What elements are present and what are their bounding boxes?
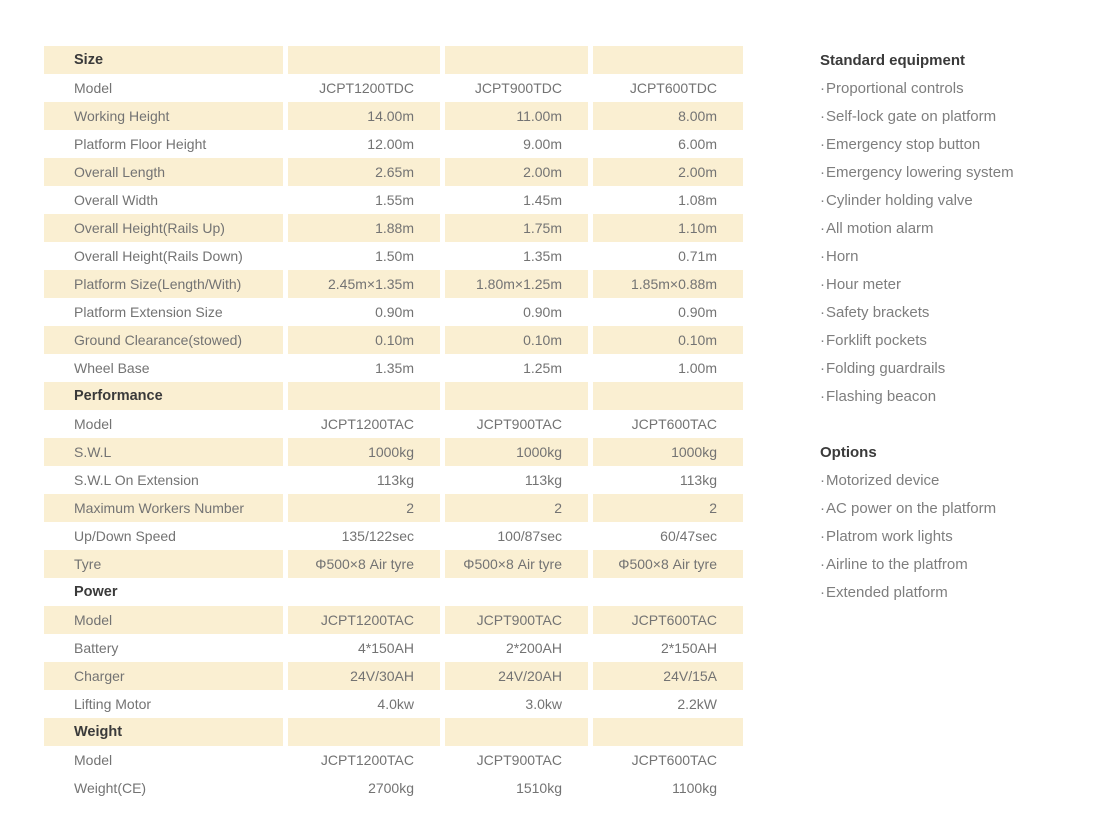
spec-row [44,186,743,214]
spec-value: 1.00m [678,360,717,376]
spec-label: Model [44,606,283,634]
spec-value: Φ500×8 Air tyre [593,550,743,578]
spec-label: Tyre [44,550,283,578]
spec-value: 2.2kW [677,696,717,712]
spec-value: 1000kg [445,438,588,466]
spec-label: Overall Height(Rails Up) [44,214,283,242]
spec-row [44,242,743,270]
spec-label: Lifting Motor [74,696,152,712]
spec-value: 2 [593,494,743,522]
spec-row [44,410,743,438]
bullet: · [820,219,825,237]
spec-label: Overall Height(Rails Down) [74,248,243,264]
spec-value: 113kg [679,472,717,488]
bullet: · [820,583,825,601]
options-header-line [820,438,1090,466]
spec-row [44,158,743,186]
spec-row [44,662,743,690]
spec-value: 60/47sec [660,528,717,544]
spec-label: Charger [44,662,283,690]
spec-label: Weight(CE) [74,780,147,796]
standard-equipment-header-line [820,46,1090,74]
spec-label: S.W.L [44,438,283,466]
spec-value [288,718,440,746]
options-title: Options [820,443,877,461]
spec-row [44,214,743,242]
equipment-item [820,298,1090,326]
panel-spacer [820,410,1090,438]
equipment-item-label: Safety brackets [826,303,930,321]
option-item [820,578,1090,606]
bullet: · [820,275,825,293]
spec-value: 24V/15A [593,662,743,690]
equipment-item-label: Emergency stop button [826,135,981,153]
spec-value: 1.88m [288,214,440,242]
spec-value: 1510kg [516,780,562,796]
equipment-item-label: Proportional controls [826,79,964,97]
spec-value: 0.90m [523,304,562,320]
bullet: · [820,499,825,517]
spec-value: 24V/20AH [445,662,588,690]
spec-label: Overall Length [44,158,283,186]
bullet: · [820,247,825,265]
section-title: Power [74,584,118,600]
spec-value [593,382,743,410]
bullet: · [820,471,825,489]
spec-value: 0.10m [288,326,440,354]
spec-value: 1.25m [523,360,562,376]
spec-row [44,550,743,578]
spec-value: 1.08m [678,192,717,208]
spec-value: 1000kg [288,438,440,466]
spec-value: JCPT600TAC [593,606,743,634]
spec-value: 9.00m [523,136,562,152]
equipment-item-label: Cylinder holding valve [826,191,973,209]
spec-value [593,718,743,746]
equipment-item [820,354,1090,382]
spec-value [445,46,588,74]
spec-row [44,130,743,158]
equipment-item-label: All motion alarm [826,219,934,237]
bullet: · [820,79,825,97]
bullet: · [820,135,825,153]
spec-row [44,74,743,102]
equipment-item [820,270,1090,298]
spec-value: 2*200AH [505,640,562,656]
spec-value: JCPT600TAC [631,416,717,432]
section-row [44,46,743,74]
section-title: Performance [44,382,283,410]
options-list [820,466,1090,606]
spec-value: 24V/30AH [288,662,440,690]
bullet: · [820,163,825,181]
spec-label: Platform Extension Size [74,304,223,320]
spec-label: Model [74,752,113,768]
spec-value: JCPT900TAC [445,606,588,634]
spec-value: 1.35m [523,248,562,264]
spec-row [44,326,743,354]
spec-label: Ground Clearance(stowed) [44,326,283,354]
standard-equipment-list [820,74,1090,410]
option-item-label: Airline to the platfrom [826,555,968,573]
equipment-item [820,242,1090,270]
spec-value: JCPT1200TDC [319,80,414,96]
spec-label: Model [74,80,113,96]
spec-label: Model [74,416,113,432]
spec-value: JCPT900TDC [474,80,562,96]
option-item [820,466,1090,494]
spec-value [288,382,440,410]
equipment-item-label: Folding guardrails [826,359,946,377]
spec-value: 11.00m [445,102,588,130]
bullet: · [820,331,825,349]
equipment-item-label: Flashing beacon [826,387,937,405]
spec-label: Maximum Workers Number [44,494,283,522]
spec-row [44,774,743,802]
spec-row [44,746,743,774]
spec-value: JCPT1200TAC [288,606,440,634]
equipment-item [820,382,1090,410]
spec-value [445,718,588,746]
spec-row [44,102,743,130]
bullet: · [820,359,825,377]
spec-label: S.W.L On Extension [74,472,199,488]
spec-label: Overall Width [74,192,159,208]
equipment-item [820,74,1090,102]
spec-value: 135/122sec [341,528,414,544]
standard-equipment-title: Standard equipment [820,51,966,69]
spec-value: 4*150AH [357,640,414,656]
equipment-item-label: Hour meter [826,275,902,293]
spec-table [44,46,743,802]
spec-value: 1000kg [593,438,743,466]
spec-value: Φ500×8 Air tyre [288,550,440,578]
bullet: · [820,527,825,545]
spec-value: 0.71m [678,248,717,264]
spec-value: 1.80m×1.25m [445,270,588,298]
spec-value: 1.85m×0.88m [593,270,743,298]
bullet: · [820,191,825,209]
spec-value: 2.00m [593,158,743,186]
spec-row [44,466,743,494]
spec-row [44,690,743,718]
spec-label: Platform Floor Height [74,136,207,152]
spec-value: 1.75m [445,214,588,242]
spec-value [445,578,588,606]
spec-value: 12.00m [367,136,414,152]
spec-value [593,46,743,74]
spec-value: 0.90m [678,304,717,320]
spec-value: 0.10m [445,326,588,354]
spec-value: 2 [445,494,588,522]
equipment-item-label: Emergency lowering system [826,163,1014,181]
spec-value: 2.00m [445,158,588,186]
option-item-label: Platrom work lights [826,527,953,545]
spec-row [44,270,743,298]
spec-value: 8.00m [593,102,743,130]
spec-value: 1.45m [523,192,562,208]
bullet: · [820,387,825,405]
option-item [820,550,1090,578]
spec-value: JCPT1200TAC [320,752,414,768]
spec-row [44,522,743,550]
spec-value: 2.65m [288,158,440,186]
equipment-item [820,130,1090,158]
equipment-item [820,102,1090,130]
spec-value: 113kg [376,472,414,488]
spec-value [593,578,743,606]
spec-value: JCPT1200TAC [320,416,414,432]
option-item-label: Motorized device [826,471,940,489]
spec-value [445,382,588,410]
spec-row [44,634,743,662]
equipment-item [820,326,1090,354]
spec-row [44,494,743,522]
section-title: Weight [44,718,283,746]
spec-value: 0.90m [375,304,414,320]
spec-value: 100/87sec [497,528,562,544]
spec-value: 113kg [524,472,562,488]
bullet: · [820,555,825,573]
spec-label: Platform Size(Length/With) [44,270,283,298]
spec-value: 1100kg [672,780,717,796]
spec-value: 2*150AH [660,640,717,656]
bullet: · [820,107,825,125]
option-item [820,522,1090,550]
bullet: · [820,303,825,321]
spec-value: 0.10m [593,326,743,354]
section-row [44,578,743,606]
option-item-label: AC power on the platform [826,499,997,517]
section-row [44,382,743,410]
spec-value: 1.55m [375,192,414,208]
spec-label: Working Height [44,102,283,130]
equipment-item-label: Forklift pockets [826,331,927,349]
spec-value [288,46,440,74]
spec-value [288,578,440,606]
spec-value: JCPT600TAC [631,752,717,768]
spec-value: JCPT900TAC [476,416,562,432]
spec-value: 2 [288,494,440,522]
section-title: Size [44,46,283,74]
spec-value: JCPT900TAC [476,752,562,768]
spec-value: 6.00m [678,136,717,152]
equipment-item-label: Self-lock gate on platform [826,107,997,125]
spec-value: 1.50m [375,248,414,264]
spec-value: 14.00m [288,102,440,130]
spec-value: 4.0kw [377,696,414,712]
option-item-label: Extended platform [826,583,948,601]
equipment-item [820,186,1090,214]
section-row [44,718,743,746]
spec-value: JCPT600TDC [629,80,717,96]
spec-value: Φ500×8 Air tyre [445,550,588,578]
spec-value: 2.45m×1.35m [288,270,440,298]
spec-value: 2700kg [368,780,414,796]
spec-row [44,438,743,466]
spec-label: Battery [74,640,119,656]
spec-value: 1.10m [593,214,743,242]
equipment-item-label: Horn [826,247,859,265]
spec-label: Wheel Base [74,360,150,376]
spec-label: Up/Down Speed [74,528,176,544]
equipment-panel [820,46,1090,606]
spec-row [44,606,743,634]
equipment-item [820,214,1090,242]
equipment-item [820,158,1090,186]
spec-row [44,354,743,382]
spec-value: 3.0kw [525,696,562,712]
spec-row [44,298,743,326]
option-item [820,494,1090,522]
spec-value: 1.35m [375,360,414,376]
